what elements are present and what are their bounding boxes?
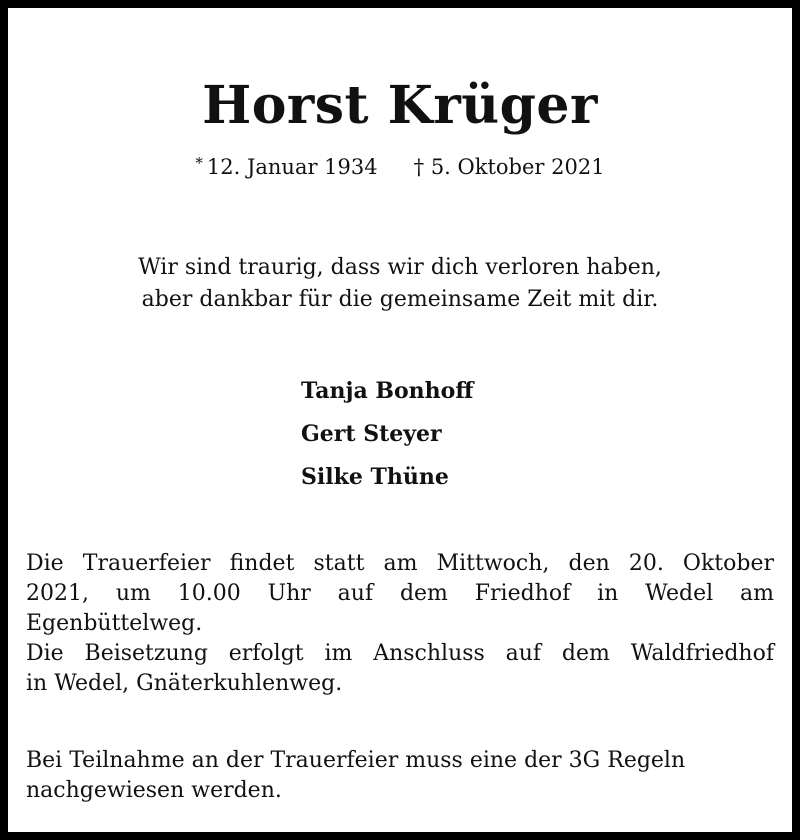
birth-date bbox=[195, 155, 377, 179]
funeral-line: Egenbüttelweg. bbox=[26, 611, 203, 636]
death-date: † 5. Oktober 2021 bbox=[413, 155, 605, 179]
quote-line: Wir sind traurig, dass wir dich verloren haben, bbox=[138, 255, 662, 280]
burial-line: in Wedel, Gnäterkuhlenweg. bbox=[26, 671, 343, 696]
life-dates bbox=[8, 149, 792, 181]
mourner-name: Gert Steyer bbox=[301, 421, 442, 447]
funeral-line: Die Trauerfeier findet statt am Mittwoch, den 20. Oktober bbox=[26, 551, 774, 576]
deceased-name: Horst Krüger bbox=[202, 75, 598, 136]
mourners-list bbox=[301, 370, 473, 499]
mourner-name: Silke Thüne bbox=[301, 464, 449, 490]
birth-date-text: 12. Januar 1934 bbox=[206, 155, 378, 179]
covid-notice bbox=[26, 746, 774, 806]
mourner-name: Tanja Bonhoff bbox=[301, 378, 474, 404]
quote-line: aber dankbar für die gemeinsame Zeit mit dir. bbox=[141, 287, 659, 312]
birth-symbol: * bbox=[195, 154, 203, 172]
burial-line: Die Beisetzung erfolgt im Anschluss auf dem Waldfriedhof bbox=[26, 641, 774, 666]
covid-line: Bei Teilnahme an der Trauerfeier muss eine der 3G Regeln bbox=[26, 748, 686, 773]
funeral-details bbox=[26, 549, 774, 699]
funeral-line: 2021, um 10.00 Uhr auf dem Friedhof in Wedel am bbox=[26, 581, 774, 606]
covid-line: nachgewiesen werden. bbox=[26, 778, 282, 803]
memorial-quote bbox=[8, 252, 792, 316]
